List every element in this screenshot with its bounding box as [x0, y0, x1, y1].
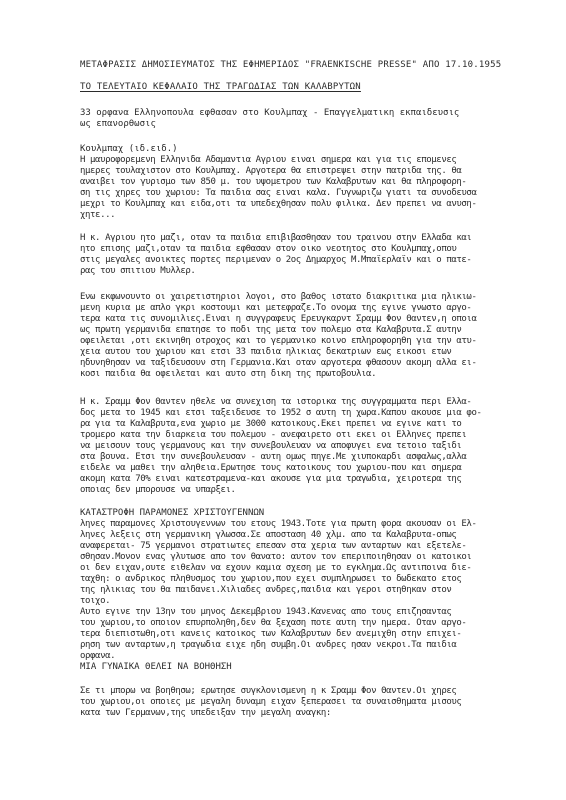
section-heading: ΚΑΤΑΣΤΡΟΦΗ ΠΑΡΑΜΟΝΕΣ ΧΡΙΣΤΟΥΓΕΝΝΩΝ	[80, 508, 265, 518]
paragraph-line: ση τις χηρες του χωριου: Τα παιδια σας ειναι καλα. Γυγνωριζω γιατι τα συνοδευσα	[80, 188, 477, 198]
paragraph-line: αναφερεται- 75 γερμανοι στρατιωτες επεσαν στα χερια των ανταρτων και εξετελε-	[80, 541, 467, 551]
paragraph-line: αναιβει τον γυρισμο των 850 μ. του υψομετρου των Καλαβρυτων και θα πληροφορη-	[80, 177, 467, 187]
paragraph-line: ληνες παραμονες Χριστουγεννων του ετους 1943.Τοτε για πρωτη φορα ακουσαν οι Ελ-	[80, 519, 477, 529]
paragraph-line: στα βουνα. Ετσι την συνεβουλευσαν - αυτη ομως πηγε.Με χιυποκαρδι ασφαλως,αλλα	[80, 452, 467, 462]
paragraph-line: του χωριου,το οποιον επυρποληθη,δεν θα ξεχαση ποτε αυτη την ημερα. Οταν αργο-	[80, 618, 467, 628]
paragraph-line: ρας του σπιτιου Μυλλερ.	[80, 266, 196, 276]
document-title: ΤΟ ΤΕΛΕΥΤΑΙΟ ΚΕΦΑΛΑΙΟ ΤΗΣ ΤΡΑΓΩΔΙΑΣ ΤΩΝ ΚΑΛΑΒΡΥΤΩΝ	[80, 82, 361, 92]
paragraph-line: τρομερο κατα την διαρκεια του πολεμου - ανεφαιρετο οτι εκει οι Ελληνες πρεπει	[80, 430, 467, 440]
paragraph-line: οι δεν ειχαν,ουτε ειθελαν να εχουν καμια σχεση με το εγκλημα.Ως αντιποινα διε-	[80, 563, 472, 573]
paragraph-line: ταχθη: ο ανδρικος πληθυσμος του χωριου,που εχει συμπληρωσει το δωδεκατο ετος	[80, 574, 462, 584]
paragraph-line: μενη κυρια με απλο γκρι κοστουμι και μετεφραζε.Το ονομα της εγινε γνωστο αργο-	[80, 303, 472, 313]
document-header: ΜΕΤΑΦΡΑΣΙΣ ΔΗΜΟΣΙΕΥΜΑΤΟΣ ΤΗΣ ΕΦΗΜΕΡΙΔΟΣ "FRAENKISCHE PRESSE" ΑΠΟ 17.10.1955	[80, 60, 502, 70]
paragraph-line: ηδυνηθησαν να ταξιδευσουν στη Γερμανια.Και οταν αργοτερα φθασουν ακομη αλλα ει-	[80, 358, 477, 368]
paragraph-line: ημερες τουλαχιστον στο Κουλμπαχ. Αργοτερα θα επιστρεψει στην πατριδα της. θα	[80, 166, 462, 176]
paragraph-line: Η κ. Αγριου ητο μαζι, οταν τα παιδια επιβιβασθησαν του τραινου στην Ελλαδα και	[80, 233, 472, 243]
paragraph-line: ειδελε να μαθει την αληθεια.Ερωτησε τους κατοικους του χωριου-που και σημερα	[80, 463, 462, 473]
paragraph-line: της ηλικιας του θα παιδανει.Χιλιαδες ανδρες,παιδια και γεροι στηθηκαν στον	[80, 585, 452, 595]
paragraph-line: μεχρι το Κουλμπαχ και ειδα,οτι τα υπεδεχθησαν πολυ φιλικα. Δεν πρεπει να ανυση-	[80, 199, 477, 209]
paragraph-line: τοιχο.	[80, 596, 111, 606]
paragraph-line: χητε...	[80, 210, 116, 220]
paragraph-line: Σε τι μπορω να βοηθησω; ερωτησε συγκλονισμενη η κ Σραμμ Φον Θαντεν.Οι χηρες	[80, 686, 457, 696]
paragraph-line: οφειλεται ,οτι εκινηθη οτροχος και το γερμανικο κοινο επληροφορηθη για την ατυ-	[80, 336, 477, 346]
paragraph-line: δος μετα το 1945 και ετσι ταξειδευσε το 1952 σ αυτη τη χωρα.Καπου ακουσε μια φο-	[80, 408, 482, 418]
paragraph-line: ρα για τα Καλαβρυτα,ενα χωριο με 3000 κατοικους.Εκει πρεπει να εγινε κατι το	[80, 419, 462, 429]
paragraph-line: χεια αυτου του χωριου και ετσι 33 παιδια ηλικιας δεκατριων εως εικοσι ετων	[80, 347, 452, 357]
paragraph-line: οποιας δεν μπορουσε να υπαρξει.	[80, 485, 236, 495]
paragraph-line: Η μαυροφορεμενη Ελληνιδα Αδαμαντια Αγριου ειναι σημερα και για τις επομενες	[80, 155, 457, 165]
subtitle-line: ως επανορθωσις	[80, 119, 156, 129]
paragraph-line: σθησαν.Μονον ενας γλυτωσε απο τον θανατο: αυτον τον επεριποιηθησαν οι κατοικοι	[80, 552, 472, 562]
paragraph-line: να μεισουν τους γερμανους και την συνεβουλευαν να αποφυγει ενα τετοιο ταξιδι	[80, 441, 462, 451]
paragraph-line: τερα κατα τις συνομιλιες.Ειναι η συγγραφευς Ερευγκαρντ Σραμμ Φον Θαντεν,η οποια	[80, 314, 477, 324]
paragraph-line: τερα διεπιστωθη,οτι κανεις κατοικος των Καλαβρυτων δεν ανεμιχθη στην επιχει-	[80, 629, 462, 639]
paragraph-line: ητο επισης μαζι,οταν τα παιδια εφθασαν στον οικο νεοτητος στο Κουλμπαχ,οπου	[80, 244, 457, 254]
section-heading: ΜΙΑ ΓΥΝΑΙΚΑ ΘΕΛΕΙ ΝΑ ΒΟΗΘΗΣΗ	[80, 662, 232, 672]
paragraph-line: Η κ. Σραμμ Φον Θαντεν ηθελε να συνεχιση τα ιστορικα της συγγραμματα περι Ελλα-	[80, 397, 472, 407]
paragraph-line: κατα των Γερμανων,της υπεδειξαν την μεγαλη αναγκη:	[80, 708, 331, 718]
paragraph-line: ορφανα.	[80, 651, 116, 661]
paragraph-line: στις μεγαλες ανοικτες πορτες περιμεναν ο 2ος Δημαρχος Μ.Μπαϊερλαϊν και ο πατε-	[80, 255, 472, 265]
paragraph-line: ως πρωτη γερμανιδα επατησε το ποδι της μετα τον πολεμο στα Καλαβρυτα.Σ αυτην	[80, 325, 462, 335]
paragraph-line: κοσι παιδια θα οφειλεται και αυτο στη δικη της πρωτοβουλια.	[80, 369, 377, 379]
paragraph-line: του χωριου,οι οποιες με μεγαλη δυναμη ειχαν ξεπερασει τα συναισθηματα μισους	[80, 697, 462, 707]
dateline: Κουλμπαχ (ιδ.ειδ.)	[80, 144, 178, 154]
paragraph-line: Αυτο εγινε την 13ην του μηνος Δεκεμβριου 1943.Κανενας απο τους επιζησαντας	[80, 607, 452, 617]
paragraph-line: ακομη κατα 70% ειναι κατεστραμενα-και ακουσε για μια τραγωδια, χειροτερα της	[80, 474, 462, 484]
subtitle-line: 33 ορφανα Ελληνοπουλα εφθασαν στο Κουλμπαχ - Επαγγελματικη εκπαιδευσις	[80, 108, 460, 118]
paragraph-line: ρηση των ανταρτων,η τραγωδια ειχε ηδη συμβη.Οι ανδρες ησαν νεκροι.Τα παιδια	[80, 640, 457, 650]
paragraph-line: ληνες λεξεις στη γερμανικη γλωσσα.Σε αποσταση 40 χλμ. απο τα Καλαβρυτα-οπως	[80, 530, 457, 540]
paragraph-line: Ενω εκφωνουντο οι χαιρετιστηριοι λογοι, στο βαθος ιστατο διακριτικα μια ηλικιω-	[80, 292, 477, 302]
